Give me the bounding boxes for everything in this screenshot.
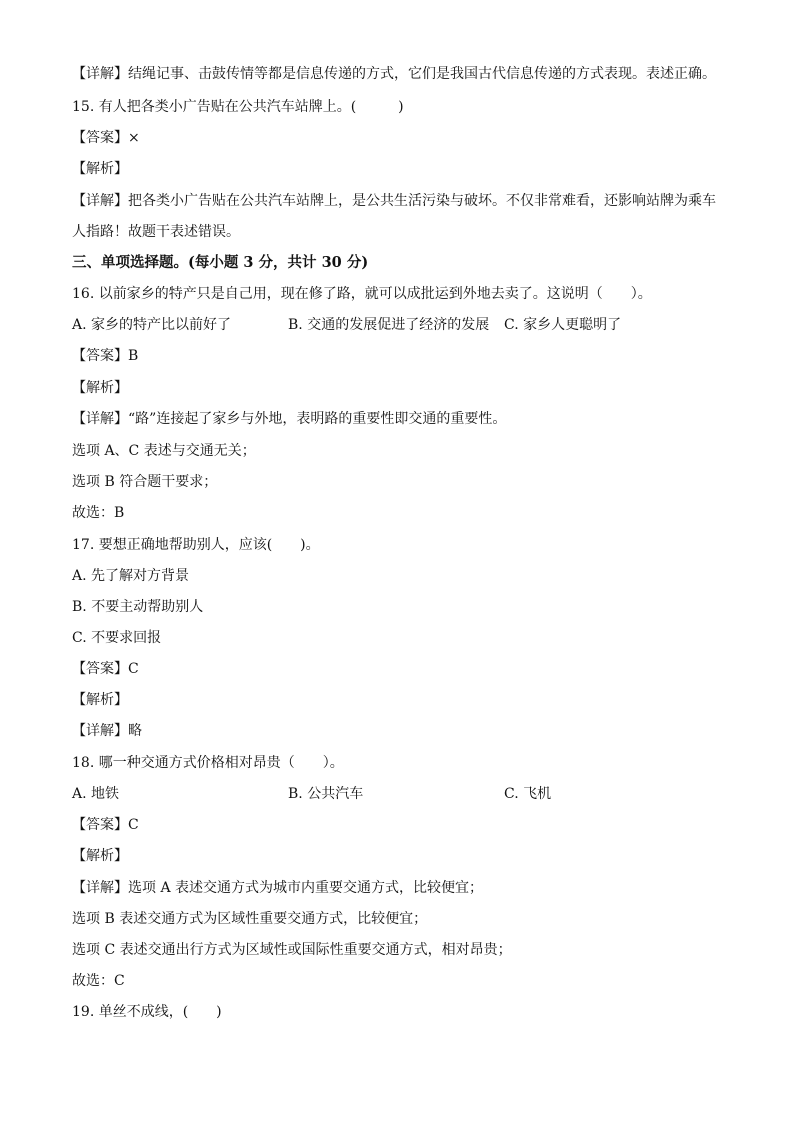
q16-detail: 【详解】“路”连接起了家乡与外地，表明路的重要性即交通的重要性。 bbox=[72, 411, 507, 427]
q18-option-c: C. 飞机 bbox=[504, 786, 552, 802]
q18-question: 18. 哪一种交通方式价格相对昂贵（ ）。 bbox=[72, 755, 344, 771]
q15-answer: 【答案】× bbox=[72, 130, 140, 146]
q18-analysis-label: 【解析】 bbox=[72, 848, 128, 864]
q17-answer: 【答案】C bbox=[72, 661, 139, 677]
q16-option-a: A. 家乡的特产比以前好了 bbox=[72, 317, 232, 333]
q17-analysis-label: 【解析】 bbox=[72, 692, 128, 708]
q18-detail-c: 选项 C 表述交通出行方式为区域性或国际性重要交通方式，相对昂贵； bbox=[72, 942, 512, 958]
q15-detail-line-2: 人指路！故题干表述错误。 bbox=[72, 224, 240, 240]
q17-question: 17. 要想正确地帮助别人，应该( )。 bbox=[72, 537, 320, 553]
q17-option-a: A. 先了解对方背景 bbox=[72, 568, 190, 584]
q16-conclusion: 故选：B bbox=[72, 505, 125, 521]
q16-question: 16. 以前家乡的特产只是自己用，现在修了路，就可以成批运到外地去卖了。这说明（ ）。 bbox=[72, 286, 652, 302]
q16-option-b: B. 交通的发展促进了经济的发展 bbox=[288, 317, 490, 333]
q15-analysis-label: 【解析】 bbox=[72, 161, 128, 177]
q19-question: 19. 单丝不成线，( ) bbox=[72, 1004, 222, 1020]
q16-detail-b: 选项 B 符合题干要求； bbox=[72, 474, 218, 490]
q14-explanation-detail: 【详解】结绳记事、击鼓传情等都是信息传递的方式，它们是我国古代信息传递的方式表现。表述正确。 bbox=[72, 66, 716, 82]
section-heading-single-choice: 三、单项选择题。(每小题 3 分，共计 30 分) bbox=[72, 254, 369, 271]
q18-detail-a: 【详解】选项 A 表述交通方式为城市内重要交通方式，比较便宜； bbox=[72, 880, 484, 896]
q18-answer: 【答案】C bbox=[72, 817, 139, 833]
q18-option-b: B. 公共汽车 bbox=[288, 786, 364, 802]
q16-analysis-label: 【解析】 bbox=[72, 380, 128, 396]
q18-conclusion: 故选：C bbox=[72, 973, 125, 989]
q16-answer: 【答案】B bbox=[72, 348, 139, 364]
q18-option-a: A. 地铁 bbox=[72, 786, 120, 802]
q15-question: 15. 有人把各类小广告贴在公共汽车站牌上。( ) bbox=[72, 99, 404, 115]
q17-detail: 【详解】略 bbox=[72, 723, 142, 739]
q15-detail-line-1: 【详解】把各类小广告贴在公共汽车站牌上，是公共生活污染与破坏。不仅非常难看，还影响站牌为乘车 bbox=[72, 193, 716, 209]
q18-detail-b: 选项 B 表述交通方式为区域性重要交通方式，比较便宜； bbox=[72, 911, 428, 927]
q16-detail-ac: 选项 A、C 表述与交通无关； bbox=[72, 443, 256, 459]
q16-option-c: C. 家乡人更聪明了 bbox=[504, 317, 622, 333]
q17-option-c: C. 不要求回报 bbox=[72, 630, 162, 646]
q17-option-b: B. 不要主动帮助别人 bbox=[72, 599, 204, 615]
